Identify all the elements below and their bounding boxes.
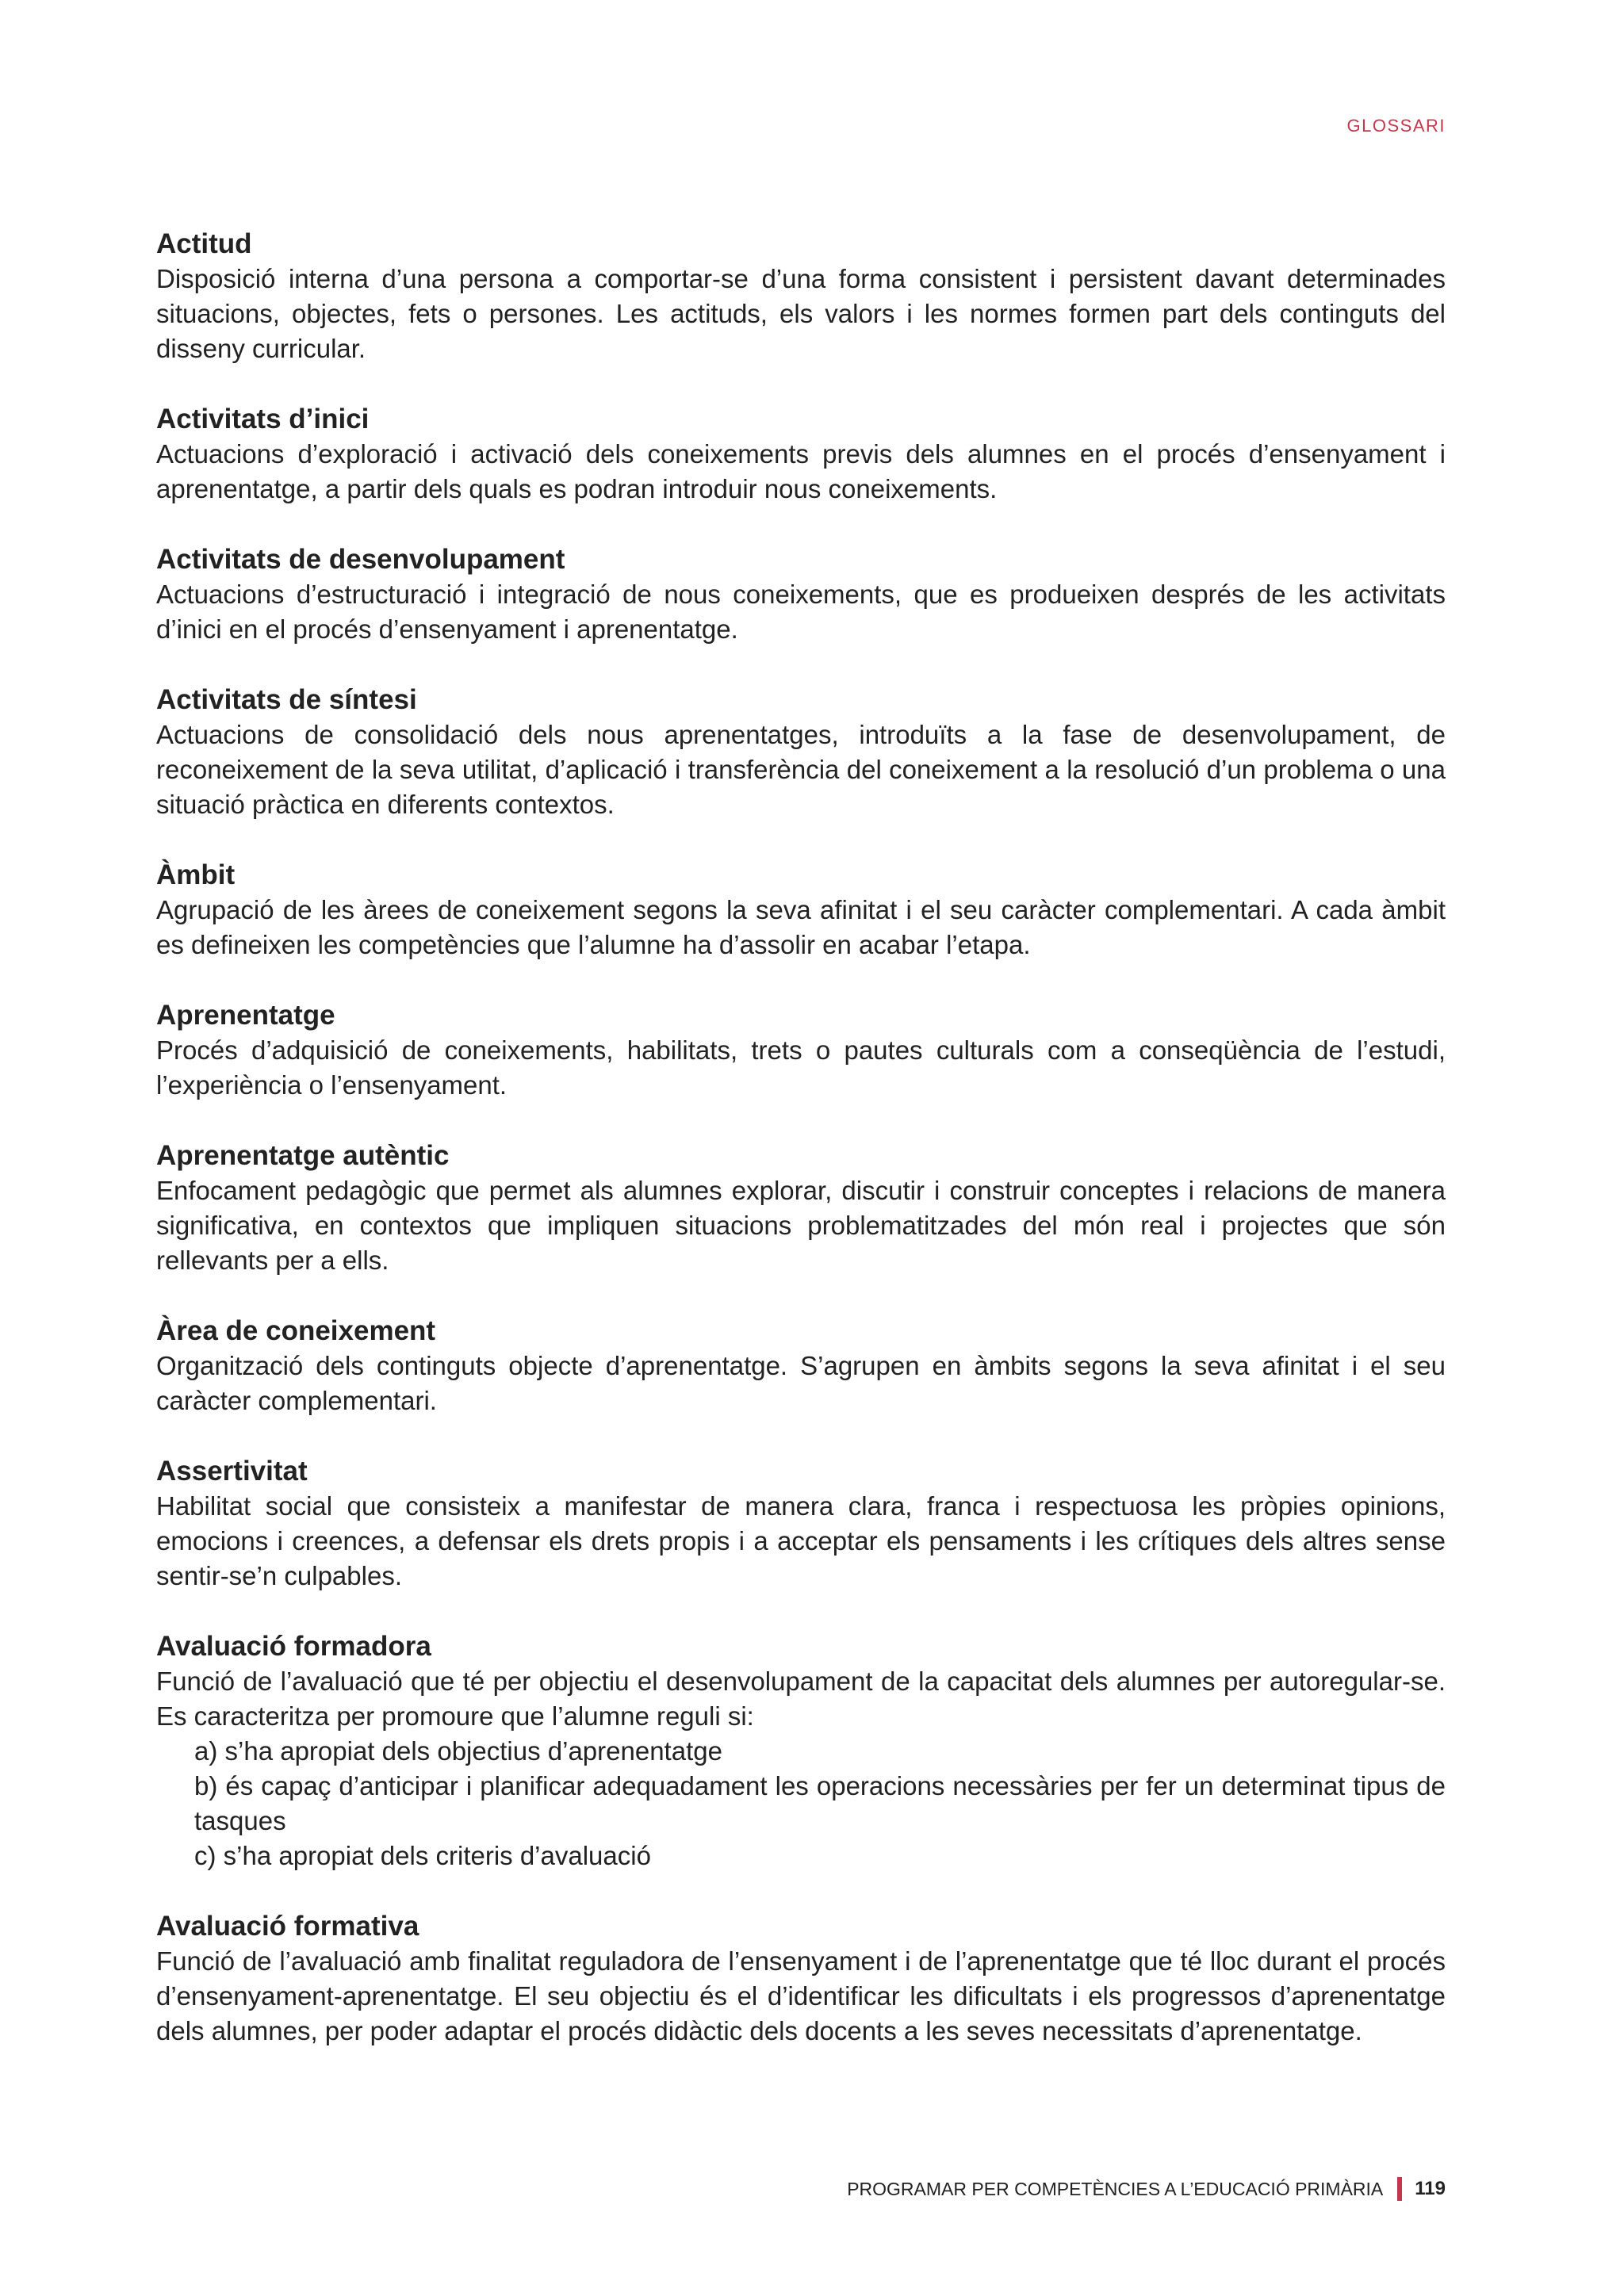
glossary-definition: Procés d’adquisició de coneixements, habilitats, trets o pautes culturals com a conseqüència de l’estudi, l’experiència o l’ensenyament.	[156, 1035, 1446, 1100]
glossary-entry	[156, 998, 1446, 1103]
glossary-definition: Organització dels continguts objecte d’aprenentatge. S’agrupen en àmbits segons la seva afinitat i el seu caràcter complementari.	[156, 1351, 1446, 1415]
glossary-entry	[156, 402, 1446, 507]
glossary-term: Activitats de síntesi	[156, 684, 417, 715]
glossary-content	[156, 227, 1446, 2084]
glossary-definition: Agrupació de les àrees de coneixement segons la seva afinitat i el seu caràcter complementari. A cada àmbit es defineixen les competències que l’alumne ha d’assolir en acabar l’etapa.	[156, 895, 1446, 959]
definition-list	[156, 1734, 1446, 1873]
glossary-term: Assertivitat	[156, 1456, 308, 1487]
glossary-term: Aprenentatge autèntic	[156, 1140, 450, 1171]
glossary-entry	[156, 1629, 1446, 1873]
glossary-entry	[156, 1314, 1446, 1418]
list-item: c) s’ha apropiat dels criteris d’avaluació	[194, 1841, 651, 1870]
glossary-term: Avaluació formadora	[156, 1631, 431, 1662]
glossary-entry	[156, 542, 1446, 647]
glossary-entry	[156, 858, 1446, 962]
glossary-term: Àrea de coneixement	[156, 1315, 436, 1346]
page-footer	[847, 2177, 1446, 2201]
section-header: GLOSSARI	[1346, 116, 1446, 136]
list-item: b) és capaç d’anticipar i planificar adequadament les operacions necessàries per fer un determinat tipus de tasques	[194, 1771, 1446, 1835]
glossary-definition: Actuacions de consolidació dels nous aprenentatges, introduïts a la fase de desenvolupament, de reconeixement de la seva utilitat, d’aplicació i transferència del coneixement a la resolució d’un problema o una situació pràctica en diferents contextos.	[156, 720, 1446, 819]
glossary-definition: Funció de l’avaluació que té per objectiu el desenvolupament de la capacitat dels alumnes per autoregular-se. Es caracteritza per promoure que l’alumne reguli si:	[156, 1667, 1446, 1731]
glossary-entry	[156, 227, 1446, 366]
glossary-entry	[156, 1138, 1446, 1278]
glossary-definition: Actuacions d’exploració i activació dels coneixements previs dels alumnes en el procés d’ensenyament i aprenentatge, a partir dels quals es podran introduir nous coneixements.	[156, 439, 1446, 503]
glossary-term: Avaluació formativa	[156, 1911, 419, 1942]
glossary-entry	[156, 1454, 1446, 1594]
glossary-term: Activitats de desenvolupament	[156, 544, 565, 575]
glossary-definition: Actuacions d’estructuració i integració de nous coneixements, que es produeixen després de les activitats d’inici en el procés d’ensenyament i aprenentatge.	[156, 580, 1446, 644]
glossary-entry	[156, 683, 1446, 822]
glossary-definition: Enfocament pedagògic que permet als alumnes explorar, discutir i construir conceptes i relacions de manera significativa, en contextos que impliquen situacions problematitzades del món real i projectes que són rellevants per a ells.	[156, 1176, 1446, 1275]
footer-divider	[1397, 2177, 1402, 2201]
glossary-definition: Funció de l’avaluació amb finalitat reguladora de l’ensenyament i de l’aprenentatge que té lloc durant el procés d’ensenyament-aprenentatge. El seu objectiu és el d’identificar les dificultats i els progressos d’aprenentatge dels alumnes, per poder adaptar el procés didàctic dels docents a les seves necessitats d’aprenentatge.	[156, 1946, 1446, 2045]
glossary-term: Àmbit	[156, 859, 236, 890]
footer-title: PROGRAMAR PER COMPETÈNCIES A L’EDUCACIÓ PRIMÀRIA	[847, 2178, 1384, 2199]
glossary-term: Activitats d’inici	[156, 404, 370, 434]
glossary-term: Actitud	[156, 228, 252, 259]
glossary-definition: Habilitat social que consisteix a manifestar de manera clara, franca i respectuosa les pròpies opinions, emocions i creences, a defensar els drets propis i a acceptar els pensaments i les crítiques dels altres sense sentir-se’n culpables.	[156, 1491, 1446, 1590]
list-item: a) s’ha apropiat dels objectius d’aprenentatge	[194, 1736, 722, 1766]
glossary-entry	[156, 1909, 1446, 2049]
glossary-definition: Disposició interna d’una persona a comportar-se d’una forma consistent i persistent davant determinades situacions, objectes, fets o persones. Les actituds, els valors i les normes formen part dels continguts del disseny curricular.	[156, 264, 1446, 363]
page-number: 119	[1415, 2178, 1446, 2199]
glossary-term: Aprenentatge	[156, 1000, 335, 1031]
